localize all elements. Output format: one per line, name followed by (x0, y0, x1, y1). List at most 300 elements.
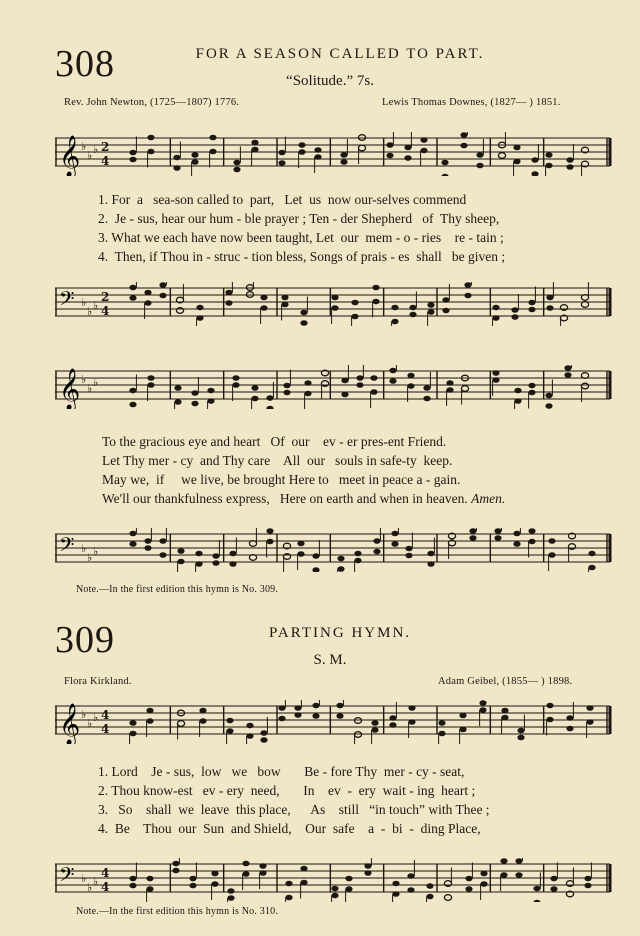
note-head (336, 713, 343, 719)
note-head (226, 718, 233, 724)
note-head (500, 858, 507, 864)
note-head (548, 538, 555, 544)
note-head (336, 703, 343, 709)
note-head (300, 310, 307, 316)
note-head (173, 165, 180, 171)
note-head (392, 891, 399, 897)
note-head (581, 302, 588, 308)
note-head (566, 726, 573, 732)
note-head (584, 876, 591, 882)
note-head (251, 385, 258, 391)
note-head (528, 539, 535, 545)
note-head (546, 305, 553, 311)
note-head (340, 152, 347, 158)
note-head (189, 876, 196, 882)
svg-text:𝄞: 𝄞 (59, 704, 81, 744)
note-head (283, 390, 290, 396)
bass-staff (55, 282, 615, 326)
note-head (546, 717, 553, 723)
svg-text:♭: ♭ (87, 382, 93, 395)
note-head (460, 143, 467, 149)
hymn-title: FOR A SEASON CALLED TO PART. (195, 46, 485, 62)
note-head (528, 528, 535, 534)
note-head (446, 380, 453, 386)
note-head (581, 383, 588, 389)
note-head (407, 887, 414, 893)
note-head (159, 552, 166, 558)
note-head (251, 147, 258, 153)
note-head (461, 386, 468, 392)
note-head (407, 873, 414, 879)
note-head (465, 886, 472, 892)
note-head (370, 375, 377, 381)
note-head (371, 720, 378, 726)
note-head (479, 707, 486, 713)
note-head (566, 715, 573, 721)
svg-text:2: 2 (101, 290, 110, 304)
note-head (389, 368, 396, 374)
note-head (212, 560, 219, 566)
note-head (312, 567, 319, 572)
note-head (517, 728, 524, 734)
author-credit: Flora Kirkland. (64, 676, 132, 687)
note-head (281, 302, 288, 308)
note-head (391, 541, 398, 547)
note-head (476, 163, 483, 169)
hymn-number: 308 (55, 43, 115, 85)
note-head (285, 881, 292, 887)
note-head (391, 319, 398, 325)
note-head (409, 305, 416, 311)
note-head (177, 559, 184, 565)
note-head (511, 307, 518, 313)
note-head (199, 718, 206, 724)
note-head (196, 305, 203, 311)
note-head (545, 152, 552, 158)
note-head (442, 297, 449, 303)
note-head (211, 871, 218, 877)
svg-text:4: 4 (101, 154, 110, 168)
note-head (492, 377, 499, 383)
note-head (144, 290, 151, 296)
note-head (420, 148, 427, 154)
note-head (438, 720, 445, 726)
note-head (300, 866, 307, 872)
composer-credit: Lewis Thomas Downes, (1827— ) 1851. (382, 97, 561, 108)
note-head (354, 558, 361, 564)
note-head (146, 886, 153, 892)
note-head (285, 895, 292, 901)
note-head (278, 705, 285, 711)
svg-text:4: 4 (101, 880, 110, 894)
note-head (242, 871, 249, 877)
note-head (351, 300, 358, 306)
note-head (207, 398, 214, 404)
note-head (498, 153, 505, 159)
svg-text:♭: ♭ (81, 708, 87, 721)
note-head (548, 552, 555, 558)
note-head (283, 383, 290, 389)
note-head (464, 282, 471, 288)
note-head (501, 715, 508, 721)
note-head (460, 132, 467, 138)
note-head (356, 382, 363, 388)
treble-staff (55, 365, 615, 409)
svg-text:4: 4 (101, 722, 110, 736)
composer-credit: Adam Geibel, (1855— ) 1898. (438, 676, 573, 687)
note-head (372, 299, 379, 305)
note-head (337, 556, 344, 562)
treble-staff (55, 132, 615, 176)
note-head (515, 858, 522, 864)
note-head (129, 531, 136, 537)
note-head (191, 390, 198, 396)
note-head (129, 720, 136, 726)
note-head (373, 549, 380, 555)
note-head (129, 876, 136, 882)
note-head (513, 159, 520, 165)
note-head (129, 157, 136, 163)
note-head (586, 705, 593, 711)
note-head (459, 713, 466, 719)
note-head (229, 561, 236, 567)
note-head (212, 553, 219, 559)
note-head (389, 378, 396, 384)
note-head (441, 174, 448, 176)
verse-line: 2. Je - sus, hear our hum - ble prayer ; Ten - der Shepherd of Thy sheep, (98, 211, 500, 226)
note-head (195, 561, 202, 567)
svg-text:♭: ♭ (93, 711, 99, 724)
note-head (232, 382, 239, 388)
note-head (404, 155, 411, 161)
note-head (172, 861, 179, 867)
note-head (304, 380, 311, 386)
note-head (260, 737, 267, 743)
note-head (294, 705, 301, 711)
note-head (545, 393, 552, 399)
note-head (195, 551, 202, 557)
note-head (199, 708, 206, 714)
note-head (278, 716, 285, 722)
svg-text:♭: ♭ (87, 305, 93, 318)
note-head (566, 157, 573, 163)
note-head (209, 149, 216, 155)
note-head (196, 315, 203, 321)
note-head (260, 295, 267, 301)
svg-text:4: 4 (101, 708, 110, 722)
note-head (298, 149, 305, 155)
note-head (476, 152, 483, 158)
svg-text:𝄞: 𝄞 (59, 136, 81, 176)
note-head (515, 872, 522, 878)
note-head (464, 293, 471, 299)
svg-text:♭: ♭ (81, 140, 87, 153)
note-head (314, 147, 321, 153)
note-head (370, 389, 377, 395)
note-head (300, 880, 307, 886)
note-head (386, 142, 393, 148)
note-head (345, 886, 352, 892)
note-head (297, 541, 304, 547)
verse-line: Let Thy mer - cy and Thy care All our souls in safe-ty keep. (102, 453, 453, 468)
note-head (513, 145, 520, 151)
note-head (438, 731, 445, 737)
svg-text:♭: ♭ (93, 875, 99, 888)
verse-line: 3. So shall we leave this place, As still “in touch” with Thee ; (98, 802, 490, 817)
note-head (494, 528, 501, 534)
note-head (129, 402, 136, 408)
note-head (246, 723, 253, 729)
note-head (233, 167, 240, 173)
note-head (226, 728, 233, 734)
note-head (242, 861, 249, 867)
note-head (312, 703, 319, 709)
note-head (266, 528, 273, 534)
note-head (459, 727, 466, 733)
note-head (513, 531, 520, 537)
note-head (340, 159, 347, 165)
svg-text:♭: ♭ (81, 872, 87, 885)
note-head (129, 285, 136, 291)
note-head (354, 551, 361, 557)
note-head (331, 886, 338, 892)
note-head (511, 314, 518, 320)
note-head (550, 876, 557, 882)
bass-staff (55, 528, 615, 572)
note-head (251, 140, 258, 146)
svg-text:♭: ♭ (87, 881, 93, 894)
note-head (266, 395, 273, 401)
note-head (227, 888, 234, 894)
treble-staff (55, 700, 615, 744)
note-head (528, 307, 535, 313)
note-head (405, 546, 412, 552)
verse-line: May we, if we live, be brought Here to meet in peace a - gain. (102, 472, 461, 487)
note-head (517, 735, 524, 741)
svg-text:♭: ♭ (93, 143, 99, 156)
note-head (391, 531, 398, 537)
note-head (546, 295, 553, 301)
note-head (129, 388, 136, 394)
note-head (423, 396, 430, 402)
note-head (391, 305, 398, 311)
note-head (586, 719, 593, 725)
note-head (533, 886, 540, 892)
note-head (531, 171, 538, 176)
note-head (146, 708, 153, 714)
svg-text:𝄞: 𝄞 (59, 369, 81, 409)
note-head (407, 383, 414, 389)
note-head (246, 733, 253, 739)
note-head (501, 708, 508, 714)
note-head (407, 373, 414, 379)
note-head (581, 295, 588, 301)
note-head (528, 390, 535, 396)
note-head (147, 382, 154, 388)
verse-line: 2. Thou know-est ev - ery need, In ev - ery wait - ing heart ; (98, 783, 476, 798)
note-head (528, 300, 535, 306)
note-head (331, 295, 338, 301)
svg-text:♭: ♭ (81, 542, 87, 555)
note-head (427, 309, 434, 315)
note-head (251, 396, 258, 402)
note-head (191, 152, 198, 158)
note-head (147, 375, 154, 381)
note-head (294, 712, 301, 718)
note-head (297, 551, 304, 557)
tune-name: S. M. (313, 652, 347, 668)
note-head (426, 894, 433, 900)
note-head (304, 391, 311, 397)
note-head (174, 399, 181, 405)
tune-name: “Solitude.” 7s. (286, 73, 374, 89)
svg-text:♭: ♭ (81, 373, 87, 386)
note-head (351, 314, 358, 320)
svg-text:♭: ♭ (87, 717, 93, 730)
note-head (372, 285, 379, 291)
note-head (331, 893, 338, 899)
note-head (581, 373, 588, 379)
note-head (408, 719, 415, 725)
note-head (358, 145, 365, 151)
note-head (494, 535, 501, 541)
note-head (427, 561, 434, 567)
note-head (514, 388, 521, 394)
amen-text: Amen. (471, 491, 506, 506)
note-head (229, 551, 236, 557)
note-head (249, 555, 256, 561)
note-head (545, 163, 552, 169)
note-head (345, 876, 352, 882)
verse-line: 1. Lord Je - sus, low we bow Be - fore Thy mer - cy - seat, (98, 764, 465, 779)
verse-line: 4. Be Thou our Sun and Shield, Our safe a - bi - ding Place, (98, 821, 481, 836)
note-head (479, 700, 486, 706)
note-head (446, 387, 453, 393)
note-head (373, 538, 380, 544)
note-head (341, 378, 348, 384)
verse-line: 3. What we each have now been taught, Let our mem - o - ries re - tain ; (98, 230, 504, 245)
svg-text:♭: ♭ (93, 545, 99, 558)
note-head (492, 370, 499, 376)
note-head (564, 372, 571, 378)
note-head (144, 538, 151, 544)
note-head (392, 881, 399, 887)
verse-line: 4. Then, if Thou in - struc - tion bless, Songs of prais - es shall be given ; (98, 249, 506, 264)
svg-text:𝄢: 𝄢 (59, 863, 75, 891)
note-head (409, 312, 416, 318)
note-head (314, 154, 321, 160)
note-head (227, 895, 234, 901)
note-head (174, 385, 181, 391)
note-head (588, 565, 595, 571)
note-head (331, 305, 338, 311)
note-head (364, 870, 371, 876)
note-head (492, 305, 499, 311)
note-head (533, 900, 540, 902)
bass-staff (55, 858, 615, 902)
svg-text:4: 4 (101, 304, 110, 318)
note-head (404, 145, 411, 151)
verse-text: We'll our thankfulness express, Here on earth and when in heaven. (102, 491, 468, 506)
note-head (427, 551, 434, 557)
svg-text:4: 4 (101, 866, 110, 880)
note-head (550, 886, 557, 892)
note-head (514, 398, 521, 404)
note-head (337, 566, 344, 572)
note-head (177, 548, 184, 554)
svg-text:♭: ♭ (93, 299, 99, 312)
note-head (259, 870, 266, 876)
note-head (469, 535, 476, 541)
note-head (147, 135, 154, 141)
svg-text:2: 2 (101, 140, 110, 154)
note-head (371, 727, 378, 733)
note-head (260, 305, 267, 311)
note-head (500, 872, 507, 878)
note-head (545, 403, 552, 409)
note-head (146, 876, 153, 882)
note-head (528, 383, 535, 389)
note-head (278, 160, 285, 166)
note-head (172, 868, 179, 874)
note-head (513, 541, 520, 547)
note-head (147, 149, 154, 155)
note-head (588, 551, 595, 557)
note-head (341, 392, 348, 398)
note-head (233, 160, 240, 166)
note-head (129, 731, 136, 737)
note-head (356, 375, 363, 381)
note-head (144, 545, 151, 551)
footnote: Note.—In the first edition this hymn is No. 310. (76, 906, 279, 917)
note-head (225, 300, 232, 306)
note-head (129, 883, 136, 889)
verse-line: 1. For a sea-son called to part, Let us now our-selves commend (98, 192, 467, 207)
note-head (159, 293, 166, 299)
note-head (207, 388, 214, 394)
note-head (191, 159, 198, 165)
note-head (312, 553, 319, 559)
svg-text:♭: ♭ (87, 149, 93, 162)
note-head (298, 142, 305, 148)
note-head (177, 721, 184, 727)
note-head (480, 871, 487, 877)
note-head (480, 881, 487, 887)
note-head (531, 157, 538, 163)
note-head (492, 315, 499, 321)
note-head (281, 295, 288, 301)
note-head (159, 282, 166, 288)
note-head (232, 375, 239, 381)
author-credit: Rev. John Newton, (1725—1807) 1776. (64, 97, 240, 108)
note-head (584, 883, 591, 889)
note-head (566, 164, 573, 170)
note-head (427, 302, 434, 308)
note-head (129, 541, 136, 547)
note-head (420, 137, 427, 143)
note-head (191, 401, 198, 407)
note-head (469, 528, 476, 534)
note-head (426, 883, 433, 889)
note-head (249, 541, 256, 547)
note-head (144, 300, 151, 306)
note-head (225, 290, 232, 296)
note-head (386, 153, 393, 159)
svg-text:♭: ♭ (87, 551, 93, 564)
note-head (389, 722, 396, 728)
note-head (546, 703, 553, 709)
note-head (129, 150, 136, 156)
